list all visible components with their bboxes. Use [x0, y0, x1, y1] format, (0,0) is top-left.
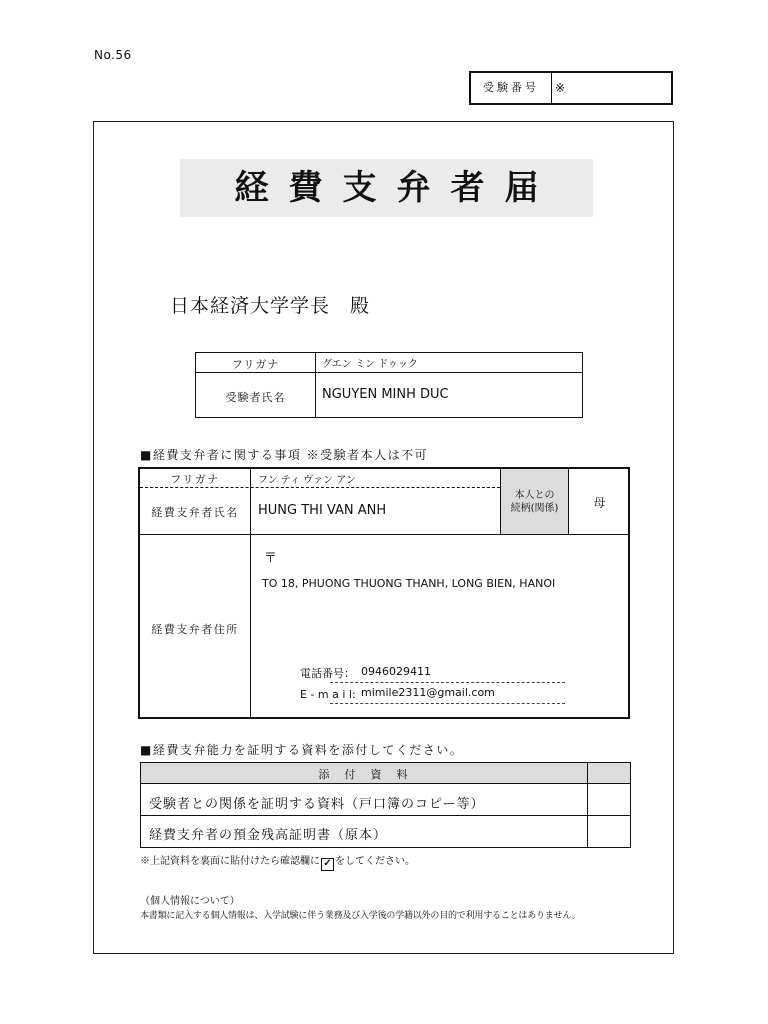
privacy-heading: （個人情報について） — [140, 896, 240, 907]
sponsor-section-heading: ■経費支弁者に関する事項 ※受験者本人は不可 — [140, 448, 429, 462]
examinee-table-divider — [315, 353, 316, 417]
attachment-checkbox-2[interactable] — [588, 816, 630, 847]
attachments-header: 添 付 資 料 — [318, 768, 410, 781]
phone-value: 0946029411 — [361, 665, 431, 678]
sponsor-name-label: 経費支弁者氏名 — [151, 506, 239, 519]
confirmation-note — [140, 852, 415, 871]
form-title: 経費支弁者届 — [234, 168, 559, 208]
relation-label — [501, 489, 568, 515]
attachments-row-divider — [141, 815, 630, 816]
postal-mark: 〒 — [264, 551, 278, 566]
sponsor-furigana-label: フリガナ — [170, 473, 220, 486]
sponsor-row-divider — [140, 534, 628, 535]
examinee-table — [195, 352, 583, 418]
relation-value: 母 — [593, 496, 606, 510]
exam-number-label: 受験番号 — [471, 73, 552, 103]
confirmation-note-after: をしてください。 — [335, 856, 415, 867]
examinee-name-value: NGUYEN MINH DUC — [322, 387, 449, 402]
sponsor-furigana-value: フン ティ ヴァン アン — [258, 475, 356, 486]
exam-number-box — [469, 71, 673, 105]
sponsor-address-label: 経費支弁者住所 — [151, 623, 239, 636]
attachment-item: 経費支弁者の預金残高証明書（原本） — [149, 828, 388, 843]
sponsor-table-divider — [250, 469, 251, 717]
examinee-name-label: 受験者氏名 — [225, 391, 286, 404]
addressee: 日本経済大学学長 殿 — [170, 295, 371, 317]
attachment-item: 受験者との関係を証明する資料（戸口簿のコピー等） — [149, 797, 485, 812]
attachment-checkbox-1[interactable] — [588, 784, 630, 815]
sponsor-address-value: TO 18, PHUONG THUONG THANH, LONG BIEN, HANOI — [262, 577, 556, 590]
attachments-table — [140, 762, 631, 848]
email-label: E - m a i l: — [300, 688, 356, 701]
email-value: mimile2311@gmail.com — [361, 686, 495, 699]
exam-number-mark: ※ — [555, 81, 566, 95]
sponsor-furigana-divider — [140, 487, 500, 488]
document-number: No.56 — [94, 48, 132, 62]
confirmation-note-before: ※上記資料を裏面に貼付けたら確認欄に — [140, 856, 320, 867]
privacy-text: 本書類に記入する個人情報は、入学試験に伴う業務及び入学後の学籍以外の目的で利用することはありません。 — [140, 911, 581, 921]
sponsor-table — [138, 467, 630, 719]
sponsor-name-value: HUNG THI VAN ANH — [258, 503, 387, 518]
relation-label-line1: 本人との — [514, 490, 555, 501]
examinee-furigana-label: フリガナ — [231, 358, 280, 371]
relation-label-line2: 続柄(関係) — [510, 503, 559, 514]
phone-underline — [330, 682, 565, 683]
phone-label: 電話番号： — [300, 667, 355, 680]
email-underline — [330, 703, 565, 704]
attachments-heading: ■経費支弁能力を証明する資料を添付してください。 — [140, 743, 464, 757]
check-mark-icon: ✓ — [321, 858, 334, 871]
examinee-furigana-value: グエン ミン ドゥック — [322, 359, 418, 370]
